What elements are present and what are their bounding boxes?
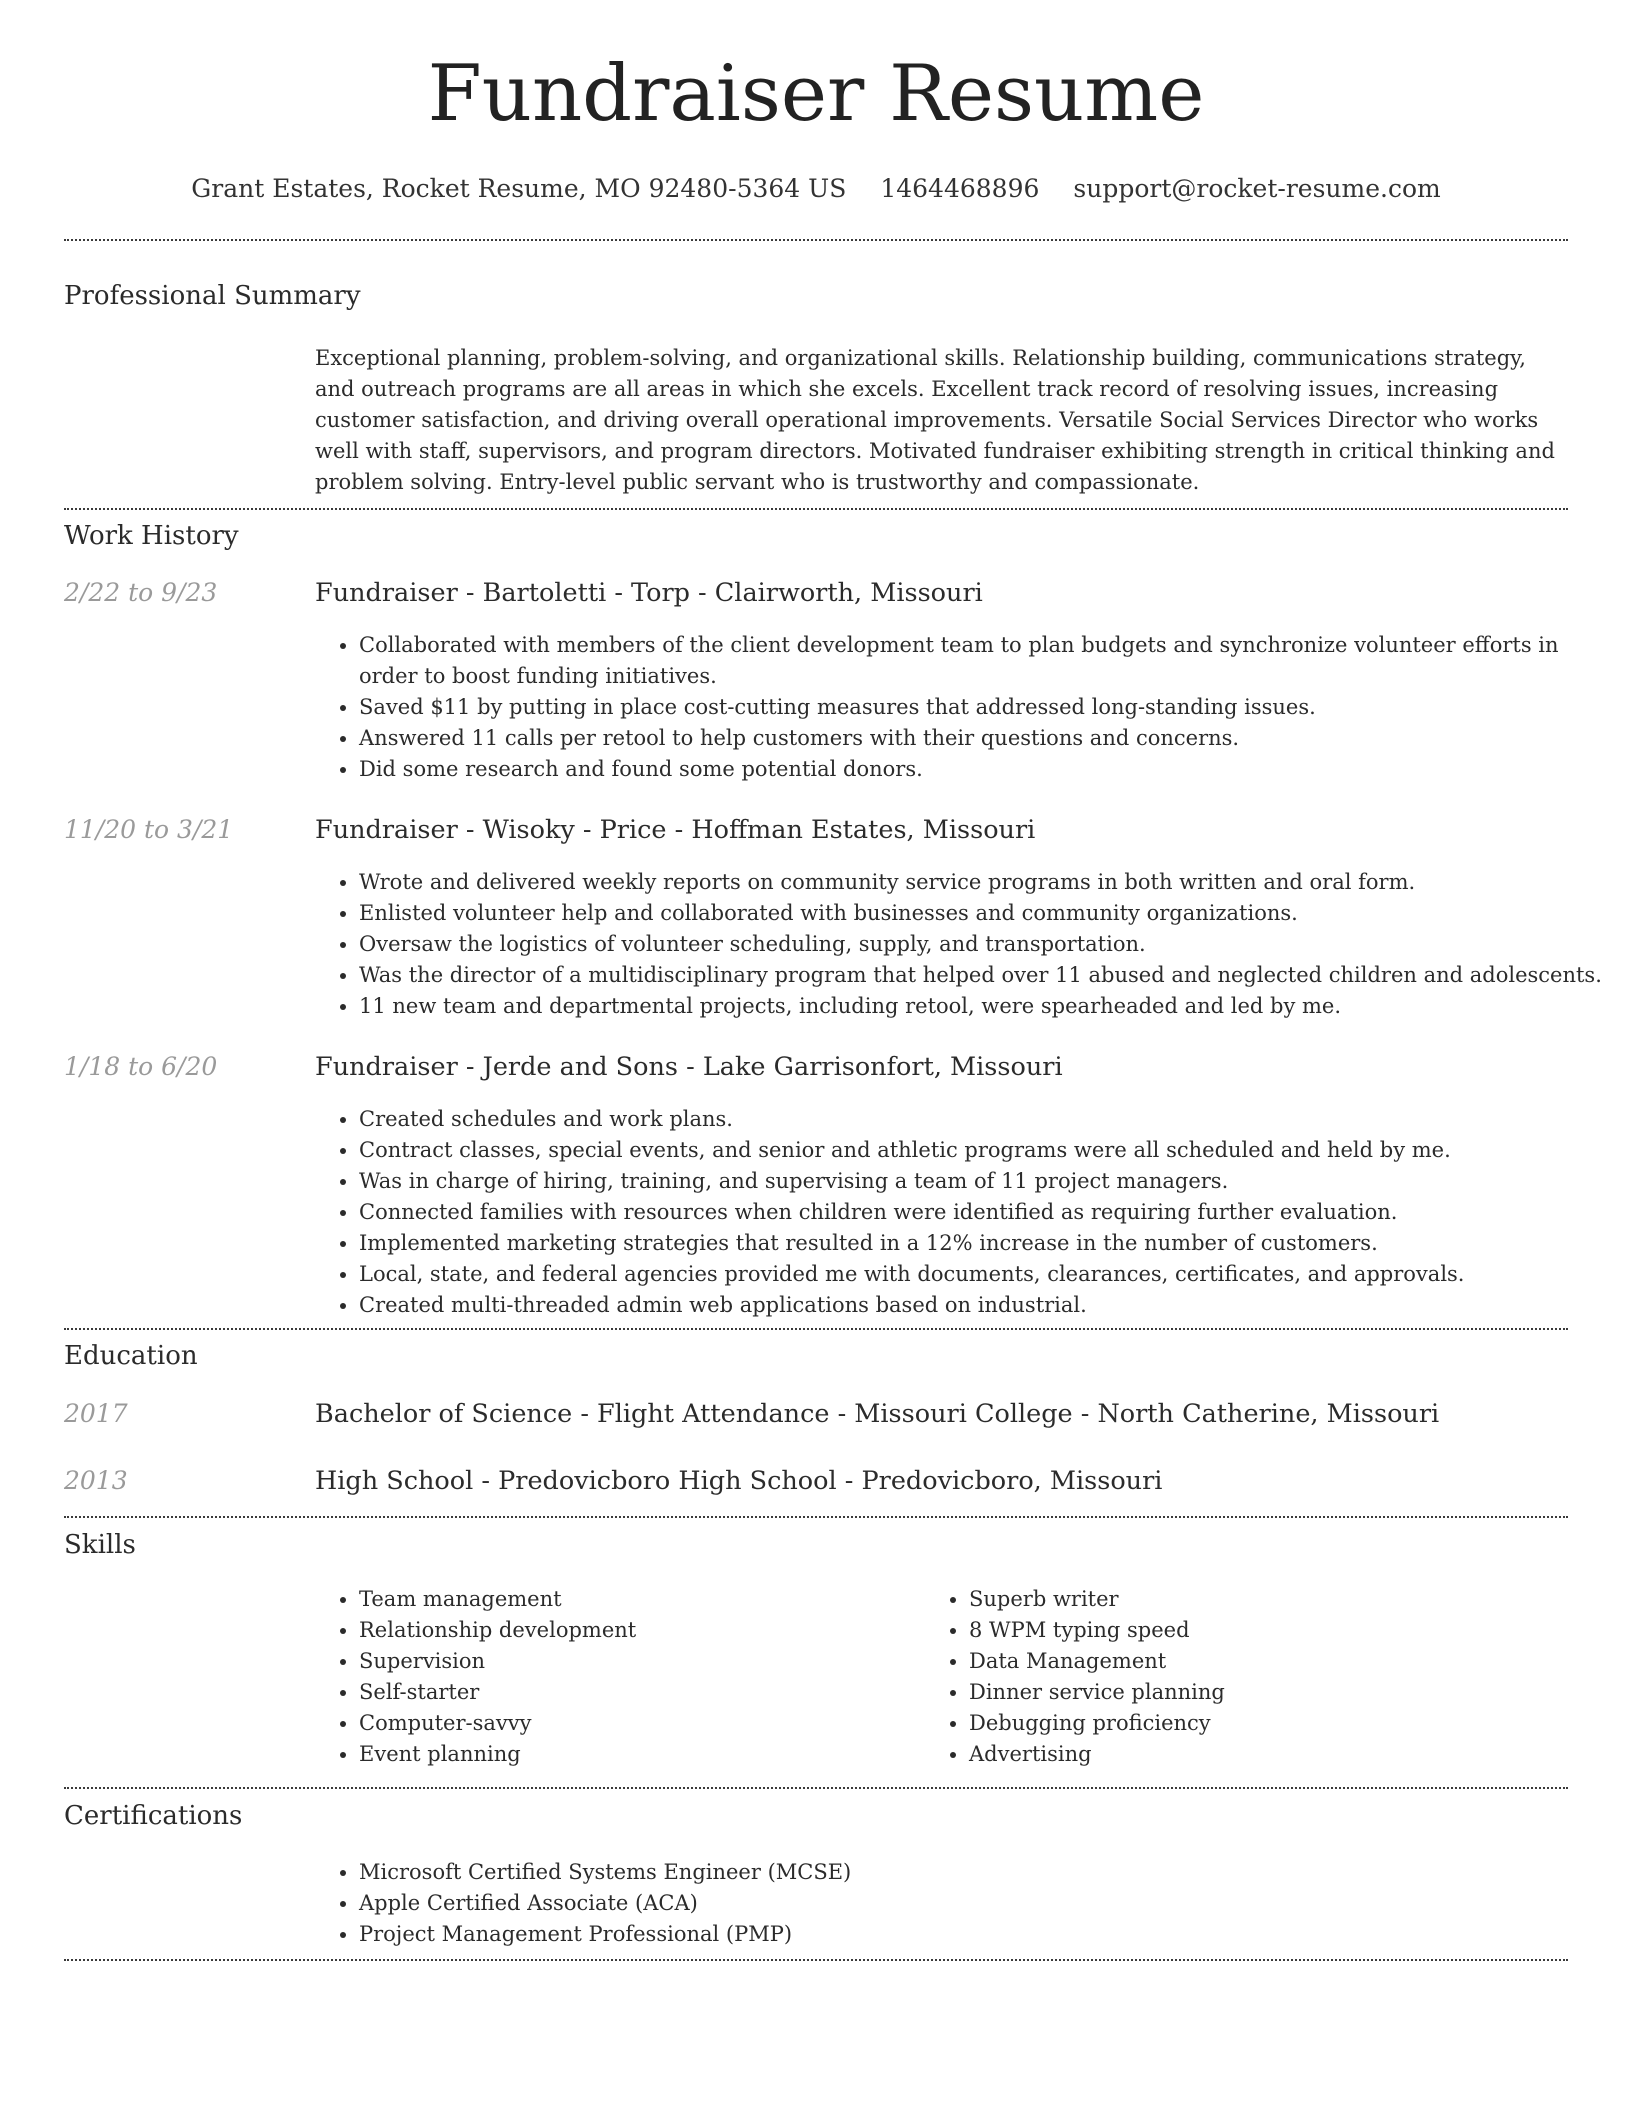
job-bullet: • 11 new team and departmental projects, including retool, were spearheaded and led by me. bbox=[359, 991, 1609, 1022]
skill-item: • Team management bbox=[359, 1584, 919, 1615]
certification-item: • Microsoft Certified Systems Engineer (MCSE) bbox=[359, 1857, 1609, 1888]
job-title: Fundraiser - Jerde and Sons - Lake Garrisonfort, Missouri bbox=[315, 1052, 1063, 1082]
job-bullets bbox=[315, 1104, 1609, 1321]
job-dates: 2/22 to 9/23 bbox=[64, 578, 218, 607]
job-dates: 1/18 to 6/20 bbox=[64, 1052, 218, 1081]
job-bullet: • Collaborated with members of the client development team to plan budgets and synchronize volunteer efforts in order to boost funding initiatives. bbox=[359, 630, 1609, 692]
job-bullet: • Created schedules and work plans. bbox=[359, 1104, 1609, 1135]
education-entry: High School - Predovicboro High School - Predovicboro, Missouri bbox=[315, 1466, 1163, 1496]
skills-list-left bbox=[315, 1584, 919, 1770]
divider bbox=[64, 239, 1568, 241]
job-bullet: • Saved $11 by putting in place cost-cutting measures that addressed long-standing issues. bbox=[359, 692, 1609, 723]
job-bullet: • Was the director of a multidisciplinary program that helped over 11 abused and neglected children and adolescents. bbox=[359, 960, 1609, 991]
job-bullet: • Wrote and delivered weekly reports on community service programs in both written and oral form. bbox=[359, 867, 1609, 898]
education-heading: Education bbox=[64, 1341, 198, 1371]
job-bullet: • Enlisted volunteer help and collaborated with businesses and community organizations. bbox=[359, 898, 1609, 929]
skill-item: • Supervision bbox=[359, 1646, 919, 1677]
certification-item: • Apple Certified Associate (ACA) bbox=[359, 1888, 1609, 1919]
skill-item: • 8 WPM typing speed bbox=[969, 1615, 1569, 1646]
skill-item: • Dinner service planning bbox=[969, 1677, 1569, 1708]
skill-item: • Event planning bbox=[359, 1739, 919, 1770]
job-bullet: • Implemented marketing strategies that resulted in a 12% increase in the number of customers. bbox=[359, 1228, 1609, 1259]
skill-item: • Debugging proficiency bbox=[969, 1708, 1569, 1739]
job-bullet: • Local, state, and federal agencies provided me with documents, clearances, certificates, and approvals. bbox=[359, 1259, 1609, 1290]
education-year: 2013 bbox=[64, 1466, 128, 1495]
contact-address: Grant Estates, Rocket Resume, MO 92480-5364 US bbox=[191, 174, 847, 203]
job-bullets bbox=[315, 630, 1609, 785]
job-bullet: • Oversaw the logistics of volunteer scheduling, supply, and transportation. bbox=[359, 929, 1609, 960]
resume-title: Fundraiser Resume bbox=[427, 49, 1205, 139]
work-history-heading: Work History bbox=[64, 521, 239, 551]
contact-phone: 1464468896 bbox=[880, 174, 1040, 203]
skills-heading: Skills bbox=[64, 1530, 136, 1560]
skill-item: • Relationship development bbox=[359, 1615, 919, 1646]
skill-item: • Computer-savvy bbox=[359, 1708, 919, 1739]
certifications-list bbox=[315, 1857, 1609, 1950]
education-year: 2017 bbox=[64, 1399, 128, 1428]
job-bullet: • Contract classes, special events, and senior and athletic programs were all scheduled and held by me. bbox=[359, 1135, 1609, 1166]
education-entry: Bachelor of Science - Flight Attendance - Missouri College - North Catherine, Missouri bbox=[315, 1399, 1440, 1429]
job-bullet: • Was in charge of hiring, training, and supervising a team of 11 project managers. bbox=[359, 1166, 1609, 1197]
divider bbox=[64, 1516, 1568, 1518]
divider bbox=[64, 508, 1568, 510]
job-dates: 11/20 to 3/21 bbox=[64, 815, 234, 844]
skill-item: • Self-starter bbox=[359, 1677, 919, 1708]
divider bbox=[64, 1787, 1568, 1789]
skill-item: • Superb writer bbox=[969, 1584, 1569, 1615]
divider bbox=[64, 1959, 1568, 1961]
certification-item: • Project Management Professional (PMP) bbox=[359, 1919, 1609, 1950]
contact-line bbox=[0, 173, 1632, 206]
job-bullet: • Answered 11 calls per retool to help customers with their questions and concerns. bbox=[359, 723, 1609, 754]
skill-item: • Advertising bbox=[969, 1739, 1569, 1770]
summary-text: Exceptional planning, problem-solving, and organizational skills. Relationship building, communications strategy, and outreach programs are all areas in which she excels. Excellent track record of resolving issues, increasing customer satisfaction, and driving overall operational improvements. Versatile Social Services Director who works well with staff, supervisors, and program directors. Motivated fundraiser exhibiting strength in critical thinking and problem solving. Entry-level public servant who is trustworthy and compassionate. bbox=[315, 346, 1555, 494]
skills-list-right bbox=[925, 1584, 1569, 1770]
job-bullets bbox=[315, 867, 1609, 1022]
job-title: Fundraiser - Bartoletti - Torp - Clairworth, Missouri bbox=[315, 578, 983, 608]
divider bbox=[64, 1328, 1568, 1330]
job-bullet: • Connected families with resources when children were identified as requiring further evaluation. bbox=[359, 1197, 1609, 1228]
skill-item: • Data Management bbox=[969, 1646, 1569, 1677]
job-bullet: • Did some research and found some potential donors. bbox=[359, 754, 1609, 785]
certifications-heading: Certifications bbox=[64, 1801, 243, 1831]
job-title: Fundraiser - Wisoky - Price - Hoffman Estates, Missouri bbox=[315, 815, 1036, 845]
contact-email: support@rocket-resume.com bbox=[1073, 174, 1441, 203]
summary-heading: Professional Summary bbox=[64, 281, 361, 311]
job-bullet: • Created multi-threaded admin web applications based on industrial. bbox=[359, 1290, 1609, 1321]
